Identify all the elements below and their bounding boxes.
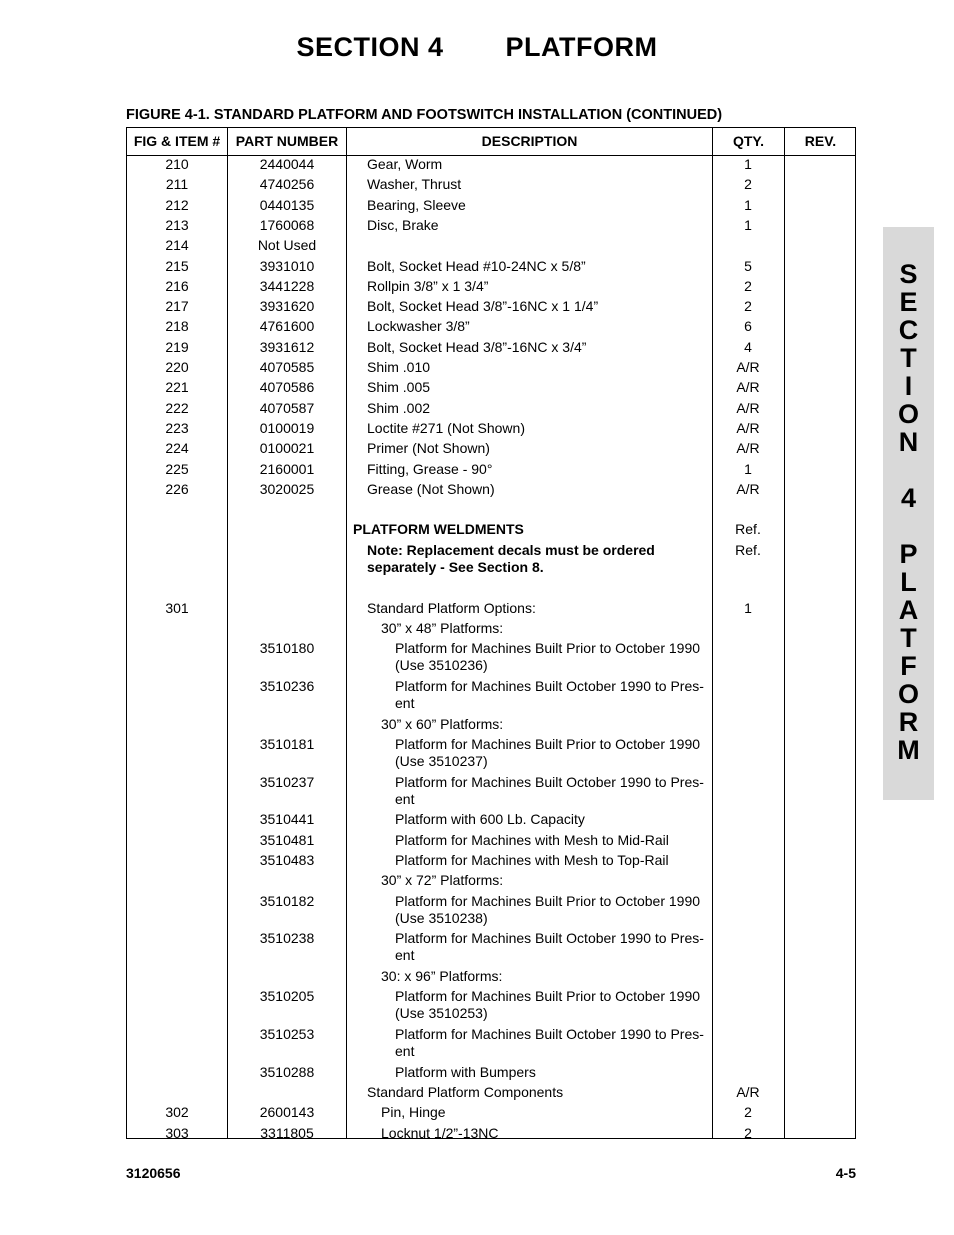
part-number-cell: 3510288: [259, 1063, 315, 1080]
part-number-cell: 2160001: [259, 460, 315, 477]
description-line: Pin, Hinge: [381, 1104, 446, 1121]
description-line: Shim .010: [367, 359, 431, 375]
fig-item-cell: 301: [165, 599, 189, 616]
part-number-cell: 3510253: [259, 1026, 315, 1042]
fig-item-cell: 212: [165, 196, 189, 213]
qty-cell: 2: [744, 1124, 752, 1141]
qty-cell: A/R: [736, 379, 760, 396]
part-number-cell: 2600143: [259, 1104, 315, 1121]
part-number-cell: 3510180: [259, 640, 315, 657]
description-line: Platform with Bumpers: [395, 1063, 536, 1080]
qty-cell: 2: [744, 277, 752, 294]
description-cell: [349, 156, 723, 173]
part-number-cell: 3020025: [259, 480, 315, 497]
description-line: Platform with 600 Lb. Capacity: [395, 811, 585, 828]
fig-item-cell: 218: [165, 318, 189, 335]
part-number-cell: 0100019: [259, 419, 315, 436]
side-tab-letter: N: [898, 427, 919, 457]
description-line: 30” x 72” Platforms:: [381, 872, 504, 889]
description-line: Locknut 1/2”-13NC: [381, 1124, 499, 1141]
fig-item-cell: 210: [165, 156, 189, 172]
part-number-cell: 3931010: [259, 257, 315, 274]
description-line: (Use 3510237): [395, 753, 488, 769]
side-tab-letter: P: [899, 539, 918, 569]
description-line: Platform for Machines Built October 1990 to Pres-: [395, 930, 704, 947]
fig-item-cell: 215: [165, 257, 189, 274]
qty-cell: A/R: [736, 359, 760, 375]
side-tab-letter: T: [900, 623, 917, 653]
description-cell: [349, 988, 751, 1022]
description-line: ent: [395, 790, 415, 807]
description-line: (Use 3510253): [395, 1005, 488, 1022]
part-number-cell: 0100021: [259, 440, 315, 457]
col-header-description: DESCRIPTION: [481, 133, 578, 149]
page-number: 4-5: [835, 1165, 856, 1181]
fig-item-cell: 223: [165, 419, 189, 436]
description-line: 30” x 60” Platforms:: [381, 715, 504, 732]
col-header-part-number: PART NUMBER: [235, 133, 339, 149]
description-cell: [349, 379, 723, 396]
description-line: Shim .002: [367, 399, 431, 416]
description-cell: [349, 872, 737, 889]
fig-item-cell: 217: [165, 298, 189, 315]
fig-item-cell: 225: [165, 460, 189, 477]
description-cell: [349, 298, 723, 315]
part-number-cell: 3510238: [259, 930, 315, 947]
description-line: Bolt, Socket Head 3/8”-16NC x 3/4”: [367, 338, 587, 355]
qty-cell: Ref.: [735, 541, 761, 558]
description-cell: [349, 420, 723, 437]
description-cell: [349, 1125, 737, 1142]
side-tab-letter: E: [899, 287, 918, 317]
description-cell: [349, 1064, 751, 1081]
part-number-cell: Not Used: [257, 237, 317, 254]
description-cell: [349, 176, 723, 193]
description-cell: [349, 736, 751, 770]
description-line: Loctite #271 (Not Shown): [367, 419, 525, 436]
part-number-cell: 4740256: [259, 176, 315, 193]
description-line: Platform for Machines Built Prior to October 1990: [395, 988, 701, 1005]
part-number-cell: 3311805: [260, 1124, 314, 1141]
part-number-cell: 4761600: [259, 318, 315, 335]
description-line: Platform for Machines Built October 1990 to Pres-: [395, 1026, 704, 1042]
side-tab-letter: 4: [900, 483, 917, 513]
figure-caption: FIGURE 4-1. STANDARD PLATFORM AND FOOTSWITCH INSTALLATION (CONTINUED): [126, 107, 723, 123]
col-header-qty: QTY.: [732, 133, 765, 149]
description-cell: [349, 461, 723, 478]
description-line: 30: x 96” Platforms:: [381, 968, 503, 984]
parts-table: [126, 127, 856, 1139]
description-line: ent: [395, 1043, 415, 1059]
qty-cell: 1: [744, 216, 752, 233]
description-line: Grease (Not Shown): [367, 480, 495, 497]
description-line: Bolt, Socket Head #10-24NC x 5/8”: [367, 257, 586, 274]
description-line: Disc, Brake: [367, 216, 439, 233]
part-number-cell: 4070585: [259, 359, 315, 375]
description-cell: [349, 318, 723, 335]
description-cell: [349, 197, 723, 214]
qty-cell: 1: [744, 460, 752, 477]
part-number-cell: 3510182: [259, 892, 315, 909]
description-line: Platform for Machines Built Prior to October 1990: [395, 736, 701, 752]
description-line: ent: [395, 947, 415, 964]
description-line: Platform for Machines with Mesh to Mid-Rail: [395, 831, 669, 848]
description-cell: [349, 852, 751, 869]
qty-cell: 1: [744, 599, 752, 616]
side-tab-letter: I: [904, 371, 913, 401]
fig-item-cell: 302: [165, 1104, 189, 1121]
description-cell: [349, 832, 751, 849]
description-line: Gear, Worm: [367, 156, 443, 172]
qty-cell: 1: [744, 156, 752, 172]
part-number-cell: 4070586: [259, 379, 315, 396]
side-tab-letter: L: [900, 567, 917, 597]
qty-cell: 6: [744, 318, 752, 335]
description-line: Lockwasher 3/8”: [367, 318, 470, 335]
description-cell: [349, 600, 723, 617]
description-cell: [349, 716, 737, 733]
part-number-cell: 3931620: [259, 298, 315, 315]
description-line: (Use 3510238): [395, 909, 488, 926]
description-line: separately - See Section 8.: [367, 558, 544, 575]
description-line: PLATFORM WELDMENTS: [353, 521, 524, 538]
description-line: Platform for Machines Built October 1990 to Pres-: [395, 678, 704, 694]
side-tab-letter: O: [897, 679, 919, 709]
side-tab-letter: M: [897, 735, 920, 765]
part-number-cell: 3441228: [259, 277, 315, 294]
description-line: Primer (Not Shown): [367, 440, 490, 457]
part-number-cell: 1760068: [259, 216, 315, 233]
side-tab-letter: R: [898, 707, 919, 737]
part-number-cell: 3510483: [259, 852, 315, 868]
qty-cell: 5: [744, 257, 752, 274]
description-line: Bolt, Socket Head 3/8”-16NC x 1 1/4”: [367, 298, 599, 315]
side-tab-letter: F: [900, 651, 917, 681]
description-cell: [349, 968, 737, 985]
qty-cell: Ref.: [735, 521, 761, 538]
fig-item-cell: 226: [165, 480, 189, 497]
description-cell: [349, 774, 751, 808]
section-label: SECTION 4: [296, 32, 444, 62]
side-tab-letter: C: [898, 315, 919, 345]
description-cell: [349, 278, 723, 295]
description-line: 30” x 48” Platforms:: [381, 620, 504, 636]
fig-item-cell: 224: [165, 440, 189, 457]
description-cell: [349, 339, 723, 356]
description-cell: [349, 359, 723, 376]
col-header-rev: REV.: [804, 133, 837, 149]
column-divider: [784, 128, 785, 1138]
part-number-cell: 3510237: [259, 773, 315, 790]
description-line: Bearing, Sleeve: [367, 196, 466, 213]
description-line: Washer, Thrust: [367, 176, 462, 193]
description-line: Standard Platform Options:: [367, 599, 536, 616]
part-number-cell: 3510181: [259, 736, 315, 752]
description-line: Shim .005: [367, 379, 431, 396]
description-cell: [349, 542, 723, 576]
qty-cell: 2: [744, 298, 752, 315]
qty-cell: A/R: [736, 399, 760, 416]
part-number-cell: 3510441: [259, 811, 315, 828]
description-cell: [349, 678, 751, 712]
part-number-cell: 2440044: [259, 156, 315, 172]
description-line: Note: Replacement decals must be ordered: [367, 541, 655, 558]
description-cell: [349, 440, 723, 457]
side-tab-letter: S: [899, 259, 918, 289]
description-cell: [349, 640, 751, 674]
description-cell: [349, 521, 709, 538]
description-cell: [349, 620, 737, 637]
section-side-tab: [883, 227, 934, 800]
description-cell: [349, 1104, 737, 1121]
description-cell: [349, 258, 723, 275]
description-cell: [349, 893, 751, 927]
fig-item-cell: 211: [165, 176, 189, 193]
fig-item-cell: 303: [165, 1124, 189, 1141]
description-line: Platform for Machines with Mesh to Top-Rail: [395, 852, 669, 868]
description-line: (Use 3510236): [395, 657, 488, 674]
qty-cell: 2: [744, 1104, 752, 1121]
qty-cell: 1: [744, 196, 752, 213]
part-number-cell: 4070587: [259, 399, 315, 416]
side-tab-letter: T: [900, 343, 917, 373]
col-header-item: FIG & ITEM #: [133, 133, 221, 149]
fig-item-cell: 213: [165, 216, 189, 233]
fig-item-cell: 219: [165, 338, 189, 355]
description-line: Platform for Machines Built October 1990 to Pres-: [395, 773, 704, 790]
description-cell: [349, 1084, 723, 1101]
qty-cell: A/R: [736, 440, 760, 457]
fig-item-cell: 214: [165, 237, 189, 254]
fig-item-cell: 216: [165, 277, 189, 294]
qty-cell: A/R: [736, 419, 760, 436]
qty-cell: A/R: [736, 480, 760, 497]
qty-cell: 4: [744, 338, 752, 355]
part-number-cell: 3931612: [259, 338, 315, 355]
doc-number: 3120656: [126, 1165, 181, 1181]
section-title: PLATFORM: [505, 32, 658, 62]
description-cell: [349, 400, 723, 417]
description-cell: [349, 481, 723, 498]
description-cell: [349, 811, 751, 828]
description-line: Standard Platform Components: [367, 1084, 564, 1100]
description-cell: [349, 930, 751, 964]
column-divider: [346, 128, 347, 1138]
description-cell: [349, 1026, 751, 1060]
part-number-cell: 3510205: [259, 988, 315, 1005]
description-line: Platform for Machines Built Prior to October 1990: [395, 892, 701, 909]
fig-item-cell: 221: [165, 379, 189, 396]
fig-item-cell: 222: [165, 399, 189, 416]
side-tab-letter: A: [898, 595, 919, 625]
description-line: Fitting, Grease - 90°: [367, 460, 493, 477]
page-title: [0, 32, 954, 63]
part-number-cell: 3510236: [259, 678, 315, 694]
description-cell: [349, 217, 723, 234]
side-tab-letter: O: [897, 399, 919, 429]
description-line: Rollpin 3/8” x 1 3/4”: [367, 277, 489, 294]
part-number-cell: 3510481: [259, 831, 315, 848]
qty-cell: A/R: [736, 1084, 760, 1100]
fig-item-cell: 220: [165, 359, 189, 375]
description-line: ent: [395, 695, 415, 711]
part-number-cell: 0440135: [259, 196, 315, 213]
qty-cell: 2: [744, 176, 752, 193]
description-line: Platform for Machines Built Prior to October 1990: [395, 640, 701, 657]
